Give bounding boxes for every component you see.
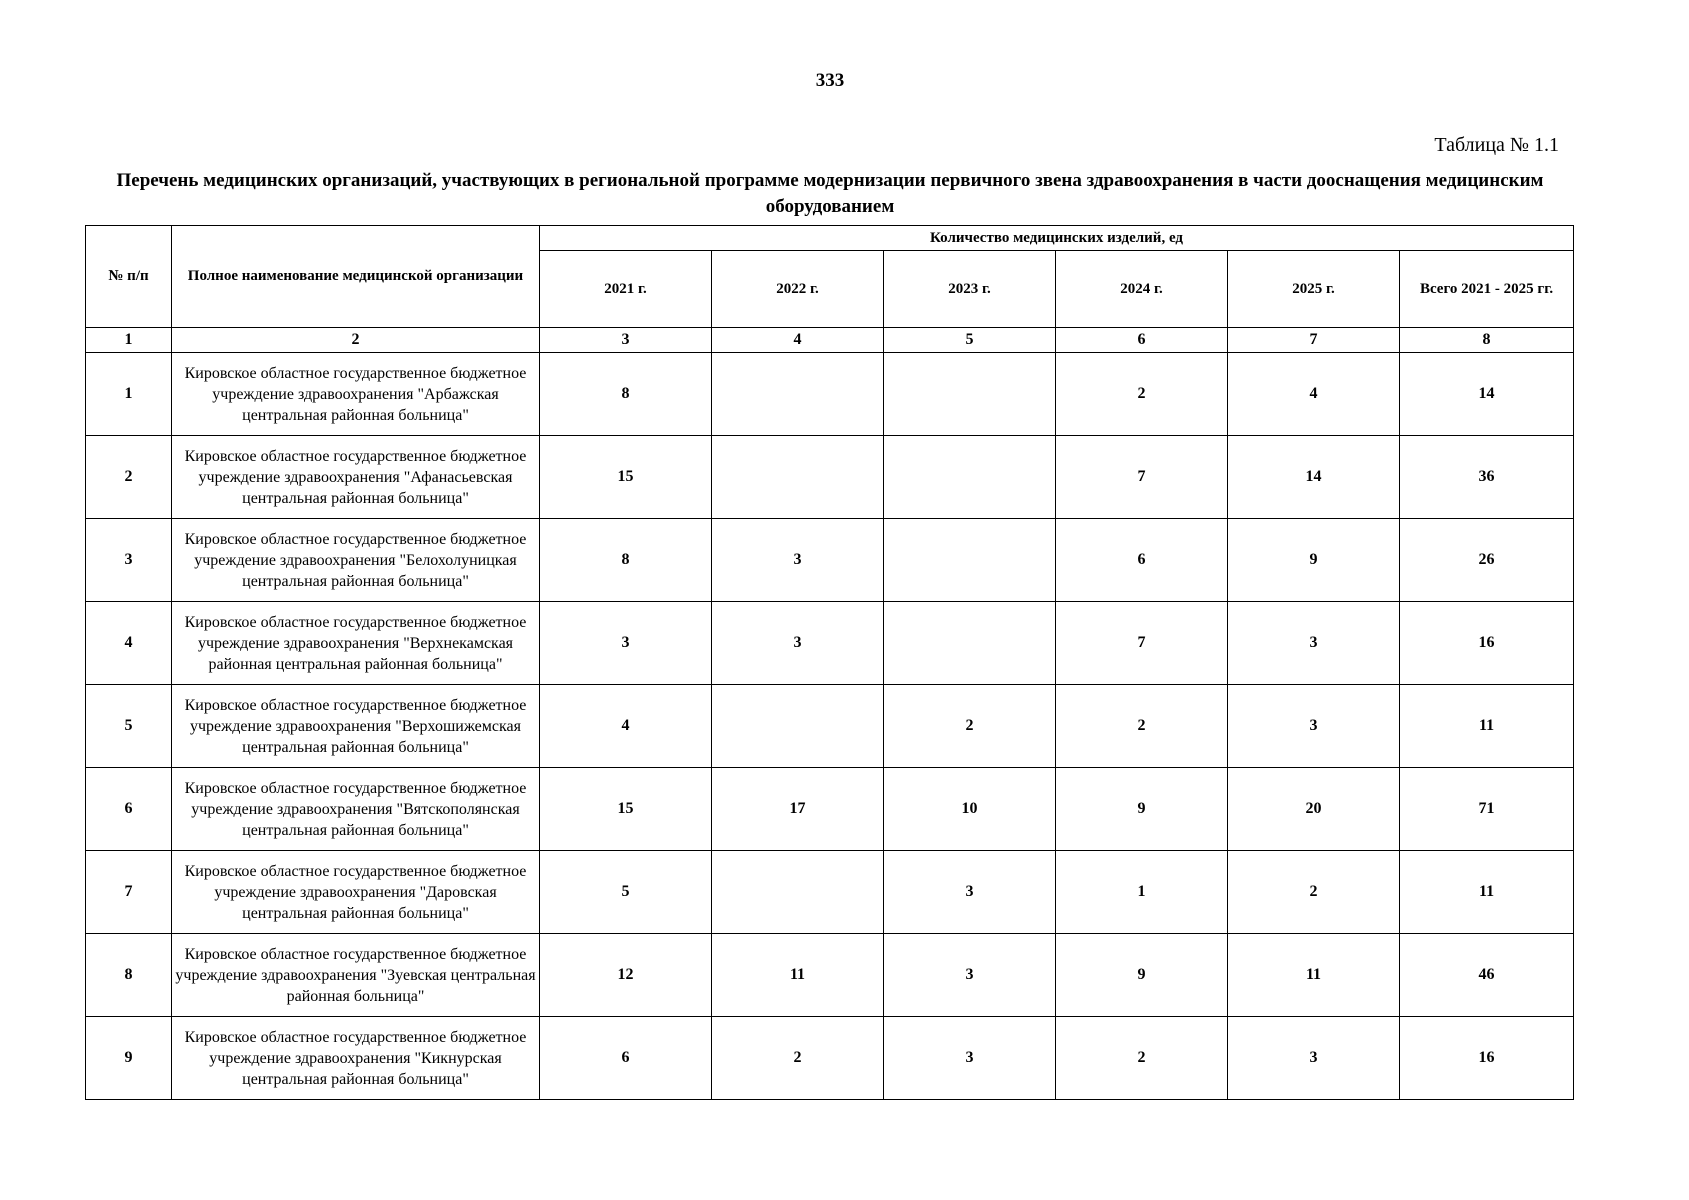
organization-name: Кировское областное государственное бюджетное учреждение здравоохранения "Зуевская центральная районная больница" — [172, 934, 540, 1017]
organization-name: Кировское областное государственное бюджетное учреждение здравоохранения "Верхошижемская центральная районная больница" — [172, 685, 540, 768]
value-2024: 2 — [1056, 1017, 1228, 1100]
table-row — [86, 602, 1574, 685]
value-2022 — [712, 851, 884, 934]
column-number: 8 — [1400, 328, 1574, 353]
organization-name: Кировское областное государственное бюджетное учреждение здравоохранения "Даровская центральная районная больница" — [172, 851, 540, 934]
value-2021: 15 — [540, 436, 712, 519]
column-number: 4 — [712, 328, 884, 353]
column-numbers-row — [86, 328, 1574, 353]
table-row — [86, 1017, 1574, 1100]
value-2023 — [884, 436, 1056, 519]
value-2025: 2 — [1228, 851, 1400, 934]
row-number: 6 — [86, 768, 172, 851]
column-number: 1 — [86, 328, 172, 353]
header-total: Всего 2021 - 2025 гг. — [1400, 251, 1574, 328]
value-2024: 7 — [1056, 602, 1228, 685]
value-2023 — [884, 519, 1056, 602]
value-2025: 20 — [1228, 768, 1400, 851]
equipment-table — [85, 225, 1574, 1100]
value-2024: 7 — [1056, 436, 1228, 519]
row-number: 9 — [86, 1017, 172, 1100]
column-number: 2 — [172, 328, 540, 353]
value-2025: 9 — [1228, 519, 1400, 602]
table-row — [86, 353, 1574, 436]
value-2023: 3 — [884, 934, 1056, 1017]
value-2022: 11 — [712, 934, 884, 1017]
value-2023 — [884, 353, 1056, 436]
header-row-group — [86, 226, 1574, 251]
value-2025: 14 — [1228, 436, 1400, 519]
value-2021: 4 — [540, 685, 712, 768]
row-number: 3 — [86, 519, 172, 602]
value-2023: 3 — [884, 851, 1056, 934]
value-2024: 9 — [1056, 768, 1228, 851]
value-2024: 6 — [1056, 519, 1228, 602]
header-quantity-group: Количество медицинских изделий, ед — [540, 226, 1574, 251]
value-2024: 1 — [1056, 851, 1228, 934]
equipment-table-container — [85, 225, 1574, 1100]
value-2021: 3 — [540, 602, 712, 685]
header-year: 2025 г. — [1228, 251, 1400, 328]
value-2024: 2 — [1056, 353, 1228, 436]
value-2022 — [712, 353, 884, 436]
value-2021: 12 — [540, 934, 712, 1017]
value-2021: 15 — [540, 768, 712, 851]
value-2025: 3 — [1228, 1017, 1400, 1100]
header-year: 2021 г. — [540, 251, 712, 328]
value-total: 46 — [1400, 934, 1574, 1017]
header-year: 2024 г. — [1056, 251, 1228, 328]
value-2021: 8 — [540, 353, 712, 436]
page-number: 333 — [815, 70, 845, 91]
value-2022: 3 — [712, 602, 884, 685]
value-total: 16 — [1400, 1017, 1574, 1100]
value-2025: 4 — [1228, 353, 1400, 436]
table-row — [86, 685, 1574, 768]
value-2022 — [712, 436, 884, 519]
organization-name: Кировское областное государственное бюджетное учреждение здравоохранения "Афанасьевская центральная районная больница" — [172, 436, 540, 519]
value-2022: 3 — [712, 519, 884, 602]
row-number: 5 — [86, 685, 172, 768]
column-number: 5 — [884, 328, 1056, 353]
value-total: 11 — [1400, 851, 1574, 934]
row-number: 1 — [86, 353, 172, 436]
value-total: 11 — [1400, 685, 1574, 768]
value-2025: 3 — [1228, 685, 1400, 768]
value-2025: 11 — [1228, 934, 1400, 1017]
table-row — [86, 768, 1574, 851]
value-2024: 2 — [1056, 685, 1228, 768]
value-total: 71 — [1400, 768, 1574, 851]
value-2025: 3 — [1228, 602, 1400, 685]
row-number: 2 — [86, 436, 172, 519]
value-2021: 8 — [540, 519, 712, 602]
value-2022: 2 — [712, 1017, 884, 1100]
organization-name: Кировское областное государственное бюджетное учреждение здравоохранения "Верхнекамская районная центральная районная больница" — [172, 602, 540, 685]
header-year: 2022 г. — [712, 251, 884, 328]
value-2023: 3 — [884, 1017, 1056, 1100]
value-2022: 17 — [712, 768, 884, 851]
value-2021: 5 — [540, 851, 712, 934]
header-number: № п/п — [86, 226, 172, 328]
organization-name: Кировское областное государственное бюджетное учреждение здравоохранения "Белохолуницкая центральная районная больница" — [172, 519, 540, 602]
value-total: 26 — [1400, 519, 1574, 602]
value-2021: 6 — [540, 1017, 712, 1100]
value-2022 — [712, 685, 884, 768]
value-2023 — [884, 602, 1056, 685]
table-caption: Таблица № 1.1 — [1434, 134, 1559, 156]
table-row — [86, 851, 1574, 934]
value-2024: 9 — [1056, 934, 1228, 1017]
value-total: 14 — [1400, 353, 1574, 436]
organization-name: Кировское областное государственное бюджетное учреждение здравоохранения "Вятскополянская центральная районная больница" — [172, 768, 540, 851]
column-number: 7 — [1228, 328, 1400, 353]
value-total: 16 — [1400, 602, 1574, 685]
column-number: 3 — [540, 328, 712, 353]
document-title: Перечень медицинских организаций, участвующих в региональной программе модернизации первичного звена здравоохранения в части дооснащения медицинским оборудованием — [116, 170, 1544, 217]
organization-name: Кировское областное государственное бюджетное учреждение здравоохранения "Арбажская центральная районная больница" — [172, 353, 540, 436]
row-number: 8 — [86, 934, 172, 1017]
column-number: 6 — [1056, 328, 1228, 353]
row-number: 7 — [86, 851, 172, 934]
value-2023: 10 — [884, 768, 1056, 851]
row-number: 4 — [86, 602, 172, 685]
organization-name: Кировское областное государственное бюджетное учреждение здравоохранения "Кикнурская центральная районная больница" — [172, 1017, 540, 1100]
value-total: 36 — [1400, 436, 1574, 519]
table-row — [86, 436, 1574, 519]
table-row — [86, 519, 1574, 602]
header-organization-name: Полное наименование медицинской организации — [172, 226, 540, 328]
header-year: 2023 г. — [884, 251, 1056, 328]
table-row — [86, 934, 1574, 1017]
value-2023: 2 — [884, 685, 1056, 768]
